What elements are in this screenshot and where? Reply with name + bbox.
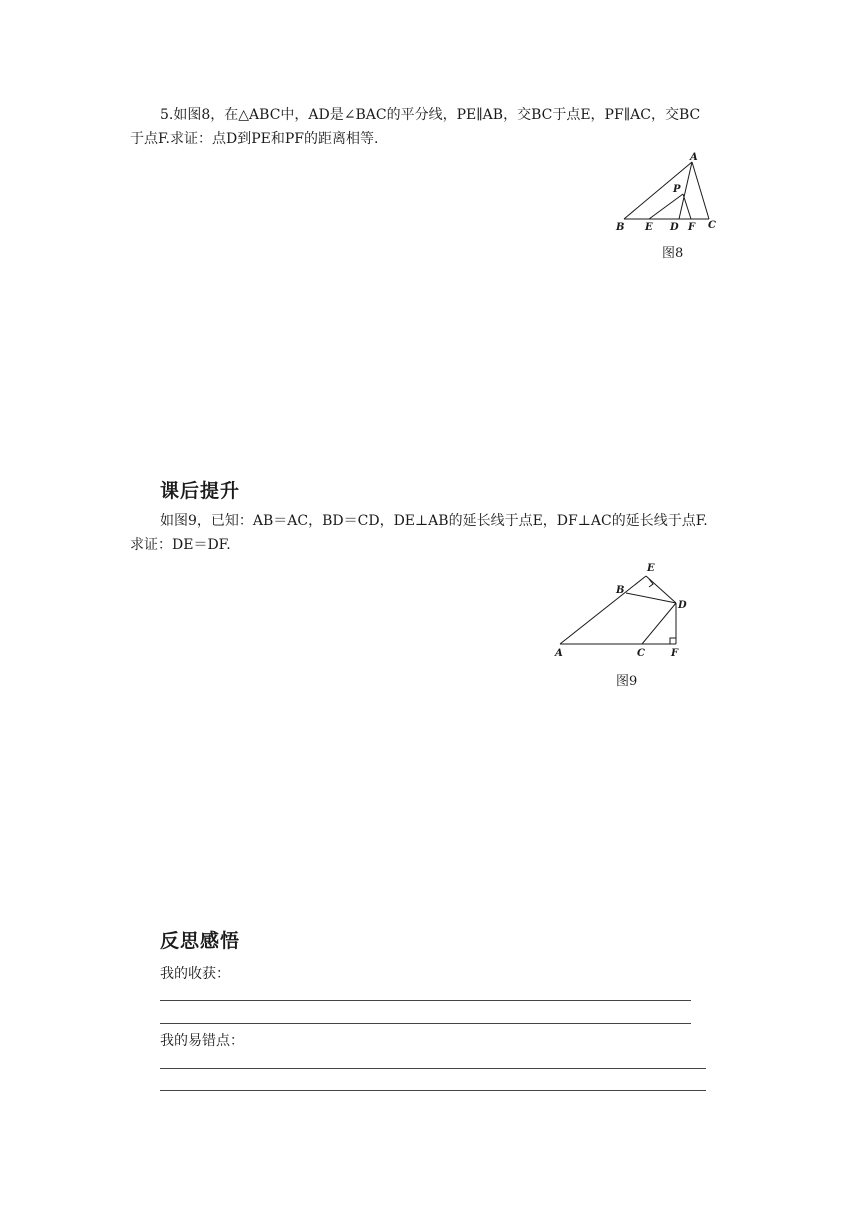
segment-ab <box>624 162 692 219</box>
point-label-e: E <box>647 563 655 574</box>
right-angle-mark-f <box>670 638 676 644</box>
section-title-reflection: 反思感悟 <box>160 930 241 952</box>
error-points-label: 我的易错点： <box>160 1033 244 1049</box>
segment-pe <box>649 194 683 219</box>
point-label-e: E <box>645 222 653 233</box>
after-class-text-line2: 求证：DE＝DF. <box>130 537 231 553</box>
point-label-f: F <box>671 648 679 659</box>
figure-8-diagram <box>610 150 725 235</box>
segment-ed <box>646 576 676 603</box>
gain-answer-line-1[interactable] <box>160 1000 691 1001</box>
q5-text-line1: 5.如图8，在△ABC中，AD是∠BAC的平分线，PE∥AB，交BC于点E，PF∥AC，交BC <box>160 107 701 123</box>
point-label-b: B <box>616 585 625 596</box>
point-label-a: A <box>690 152 698 163</box>
error-answer-line-1[interactable] <box>160 1068 706 1069</box>
segment-pf <box>683 194 691 219</box>
after-class-text-line1: 如图9，已知：AB＝AC，BD＝CD，DE⊥AB的延长线于点E，DF⊥AC的延长线于点F. <box>160 513 708 529</box>
segment-ae <box>560 576 646 644</box>
segment-bd <box>626 593 676 603</box>
error-answer-line-2[interactable] <box>160 1090 706 1091</box>
point-label-d: D <box>678 600 687 611</box>
point-label-a: A <box>555 648 563 659</box>
point-label-b: B <box>616 222 625 233</box>
segment-ac <box>692 162 709 219</box>
section-title-after-class: 课后提升 <box>160 480 241 502</box>
figure-9-caption: 图9 <box>616 674 638 689</box>
figure-8-caption: 图8 <box>662 246 684 261</box>
point-label-d: D <box>670 222 679 233</box>
point-label-p: P <box>673 184 681 195</box>
q5-text-line2: 于点F.求证：点D到PE和PF的距离相等. <box>130 131 379 147</box>
point-label-c: C <box>637 648 645 659</box>
figure-9-diagram <box>548 558 693 663</box>
gain-answer-line-2[interactable] <box>160 1023 691 1024</box>
gain-label: 我的收获： <box>160 966 230 982</box>
segment-ad <box>679 162 692 219</box>
point-label-f: F <box>688 222 696 233</box>
point-label-c: C <box>708 220 716 231</box>
